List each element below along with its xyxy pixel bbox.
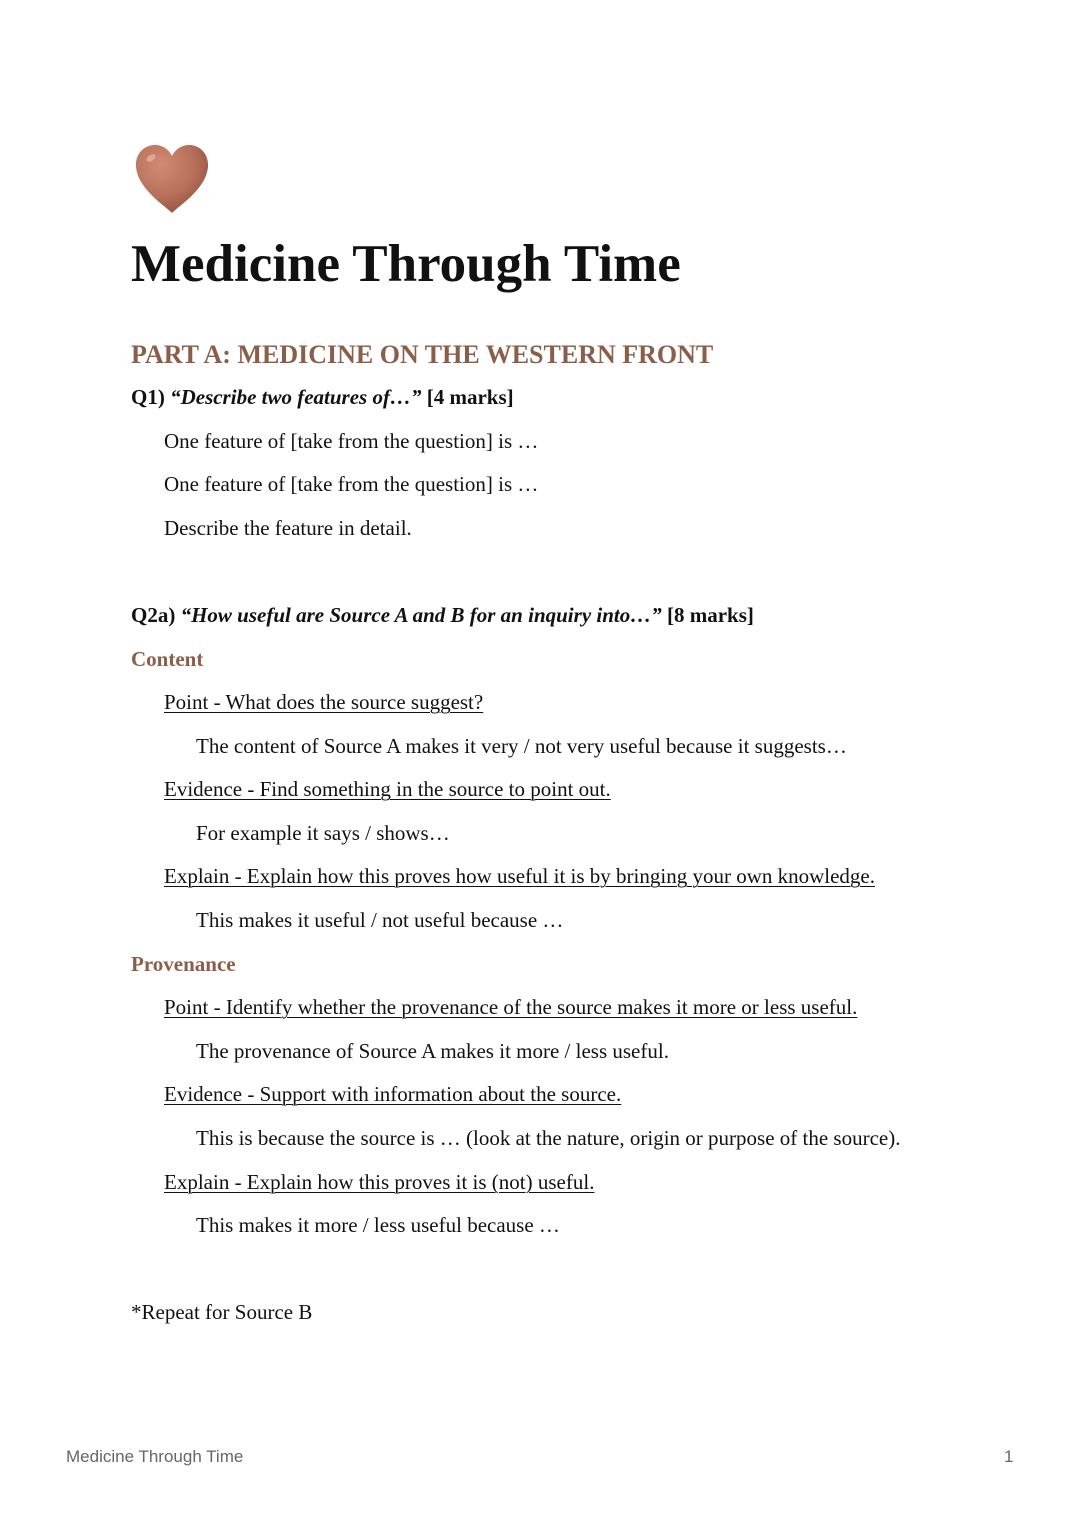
provenance-point-text: The provenance of Source A makes it more / less useful. xyxy=(196,1039,669,1063)
q1-line-2: One feature of [take from the question] is … xyxy=(164,472,539,496)
q1-marks: [4 marks] xyxy=(426,385,514,409)
content-explain-text: This makes it useful / not useful because … xyxy=(196,908,564,932)
content-explain-heading: Explain - Explain how this proves how useful it is by bringing your own knowledge. xyxy=(164,864,875,888)
q1-line-3: Describe the feature in detail. xyxy=(164,516,412,540)
provenance-explain-text: This makes it more / less useful because … xyxy=(196,1213,560,1237)
part-heading: PART A: MEDICINE ON THE WESTERN FRONT xyxy=(131,340,714,369)
footer-title: Medicine Through Time xyxy=(66,1447,244,1466)
q1-label: Q1) xyxy=(131,385,171,409)
brown-heart-icon xyxy=(134,143,210,215)
content-point-text: The content of Source A makes it very / not very useful because it suggests… xyxy=(196,734,847,758)
page-number: 1 xyxy=(1004,1447,1014,1466)
q2a-prompt: “How useful are Source A and B for an inquiry into…” xyxy=(180,603,667,627)
q1-prompt: “Describe two features of…” xyxy=(170,385,427,409)
provenance-point-heading: Point - Identify whether the provenance of the source makes it more or less useful. xyxy=(164,995,858,1019)
content-evidence-text: For example it says / shows… xyxy=(196,821,450,845)
repeat-note: *Repeat for Source B xyxy=(131,1300,313,1324)
q1-line-1: One feature of [take from the question] is … xyxy=(164,429,539,453)
page-title: Medicine Through Time xyxy=(131,235,681,293)
content-heading: Content xyxy=(131,647,204,671)
provenance-heading: Provenance xyxy=(131,952,236,976)
provenance-evidence-heading: Evidence - Support with information about the source. xyxy=(164,1082,622,1106)
q2a-heading xyxy=(131,600,754,630)
provenance-evidence-text: This is because the source is … (look at the nature, origin or purpose of the source). xyxy=(196,1126,901,1150)
provenance-explain-heading: Explain - Explain how this proves it is (not) useful. xyxy=(164,1170,595,1194)
q2a-marks: [8 marks] xyxy=(666,603,754,627)
q1-heading xyxy=(131,382,514,412)
q2a-label: Q2a) xyxy=(131,603,181,627)
content-evidence-heading: Evidence - Find something in the source to point out. xyxy=(164,777,611,801)
content-point-heading: Point - What does the source suggest? xyxy=(164,690,484,714)
